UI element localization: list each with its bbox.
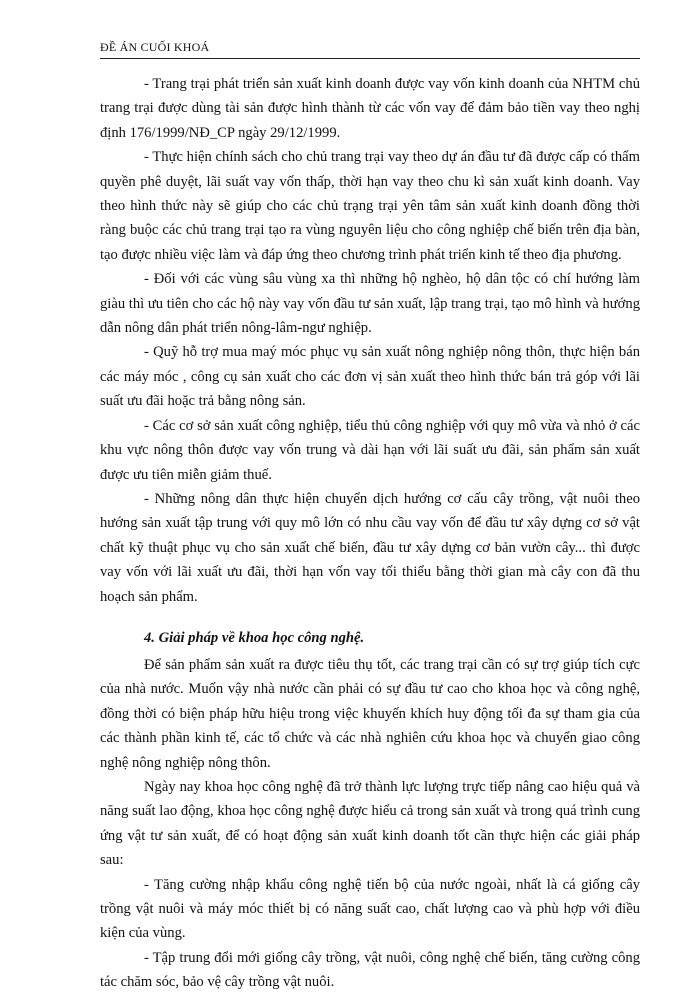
paragraph: - Tăng cường nhập khẩu công nghệ tiến bộ của nước ngoài, nhất là cá giống cây trồng vật nuôi và máy móc thiết bị có năng suất cao, chất lượng cao và phù hợp với điều kiện của vùng. [100,876,640,942]
document-body [100,72,640,995]
section-heading: 4. Giải pháp về khoa học công nghệ. [144,629,365,646]
paragraph: - Đối với các vùng sâu vùng xa thì những hộ nghèo, hộ dân tộc có chí hướng làm giàu thì ưu tiên cho các hộ này vay vốn đầu tư sản xuất, lập trang trại, tạo mô hình và hướng dẫn nông dân phát triển nông-lâm-ngư nghiệp. [100,271,640,337]
paragraph: Để sản phẩm sản xuất ra được tiêu thụ tốt, các trang trại cần có sự trợ giúp tích cực của nhà nước. Muốn vậy nhà nước cần phải có sự đầu tư cao cho khoa học và công nghệ, đồng thời có biện pháp hữu hiệu trong việc khuyến khích huy động tối đa sự tham gia của các thành phần kinh tế, các tổ chức và các nhà nghiên cứu khoa học và chuyển giao công nghệ nông nghiệp nông thôn. [100,656,640,771]
paragraph: - Những nông dân thực hiện chuyển dịch hướng cơ cấu cây trồng, vật nuôi theo hướng sản xuất tập trung với quy mô lớn có nhu cầu vay vốn để đầu tư xây dựng cơ sở vật chất kỹ thuật phục vụ cho sản xuất chế biến, đầu tư xây dựng cơ bản vườn cây... thì được vay vốn với lãi xuất ưu đãi, thời hạn vốn vay tối thiểu bằng thời gian mà cây con đã thu hoạch sản phẩm. [100,490,640,605]
paragraph: - Trang trại phát triển sản xuất kinh doanh được vay vốn kinh doanh của NHTM chủ trang trại được dùng tài sản được hình thành từ các vốn vay để đảm bảo tiền vay theo nghị định 176/1999/NĐ_CP ngày 29/12/1999. [100,76,640,141]
header-title: ĐỀ ÁN CUỐI KHOÁ [100,40,210,54]
paragraph: - Quỹ hỗ trợ mua maý móc phục vụ sản xuất nông nghiệp nông thôn, thực hiện bán các máy móc , công cụ sản xuất cho các đơn vị sản xuất theo hình thức bán trả góp với lãi suất ưu đãi hoặc trả bằng nông sản. [100,344,640,410]
page-header [100,38,640,59]
paragraph: - Thực hiện chính sách cho chủ trang trại vay theo dự án đầu tư đã được cấp có thẩm quyền phê duyệt, lãi suất vay vốn thấp, thời hạn vay theo chu kì sản xuất kinh doanh. Vay theo hình thức này sẽ giúp cho các chủ trạng trại yên tâm sản xuất kinh doanh đồng thời ràng buộc các chủ trang trại tạo ra vùng nguyên liệu cho công nghiệp chế biến trên địa bàn, tạo được nhiều việc làm và đáp ứng theo chương trình phát triển kinh tế theo địa phương. [100,149,640,263]
paragraph: - Các cơ sở sản xuất công nghiệp, tiểu thủ công nghiệp với quy mô vừa và nhỏ ở các khu vực nông thôn được vay vốn trung và dài hạn với lãi suất ưu đãi, sản phẩm sản xuất được ưu tiên miễn giảm thuế. [100,417,640,483]
paragraph: Ngày nay khoa học công nghệ đã trở thành lực lượng trực tiếp nâng cao hiệu quả và năng suất lao động, khoa học công nghệ được hiểu cả trong sản xuất và trong quá trình cung ứng vật tư sản xuất, để có hoạt động sản xuất kinh doanh tốt cần thực hiện các giải pháp sau: [100,778,640,869]
paragraph: - Tập trung đổi mới giống cây trồng, vật nuôi, công nghệ chế biến, tăng cường công tác chăm sóc, bảo vệ cây trồng vật nuôi. [100,949,640,991]
